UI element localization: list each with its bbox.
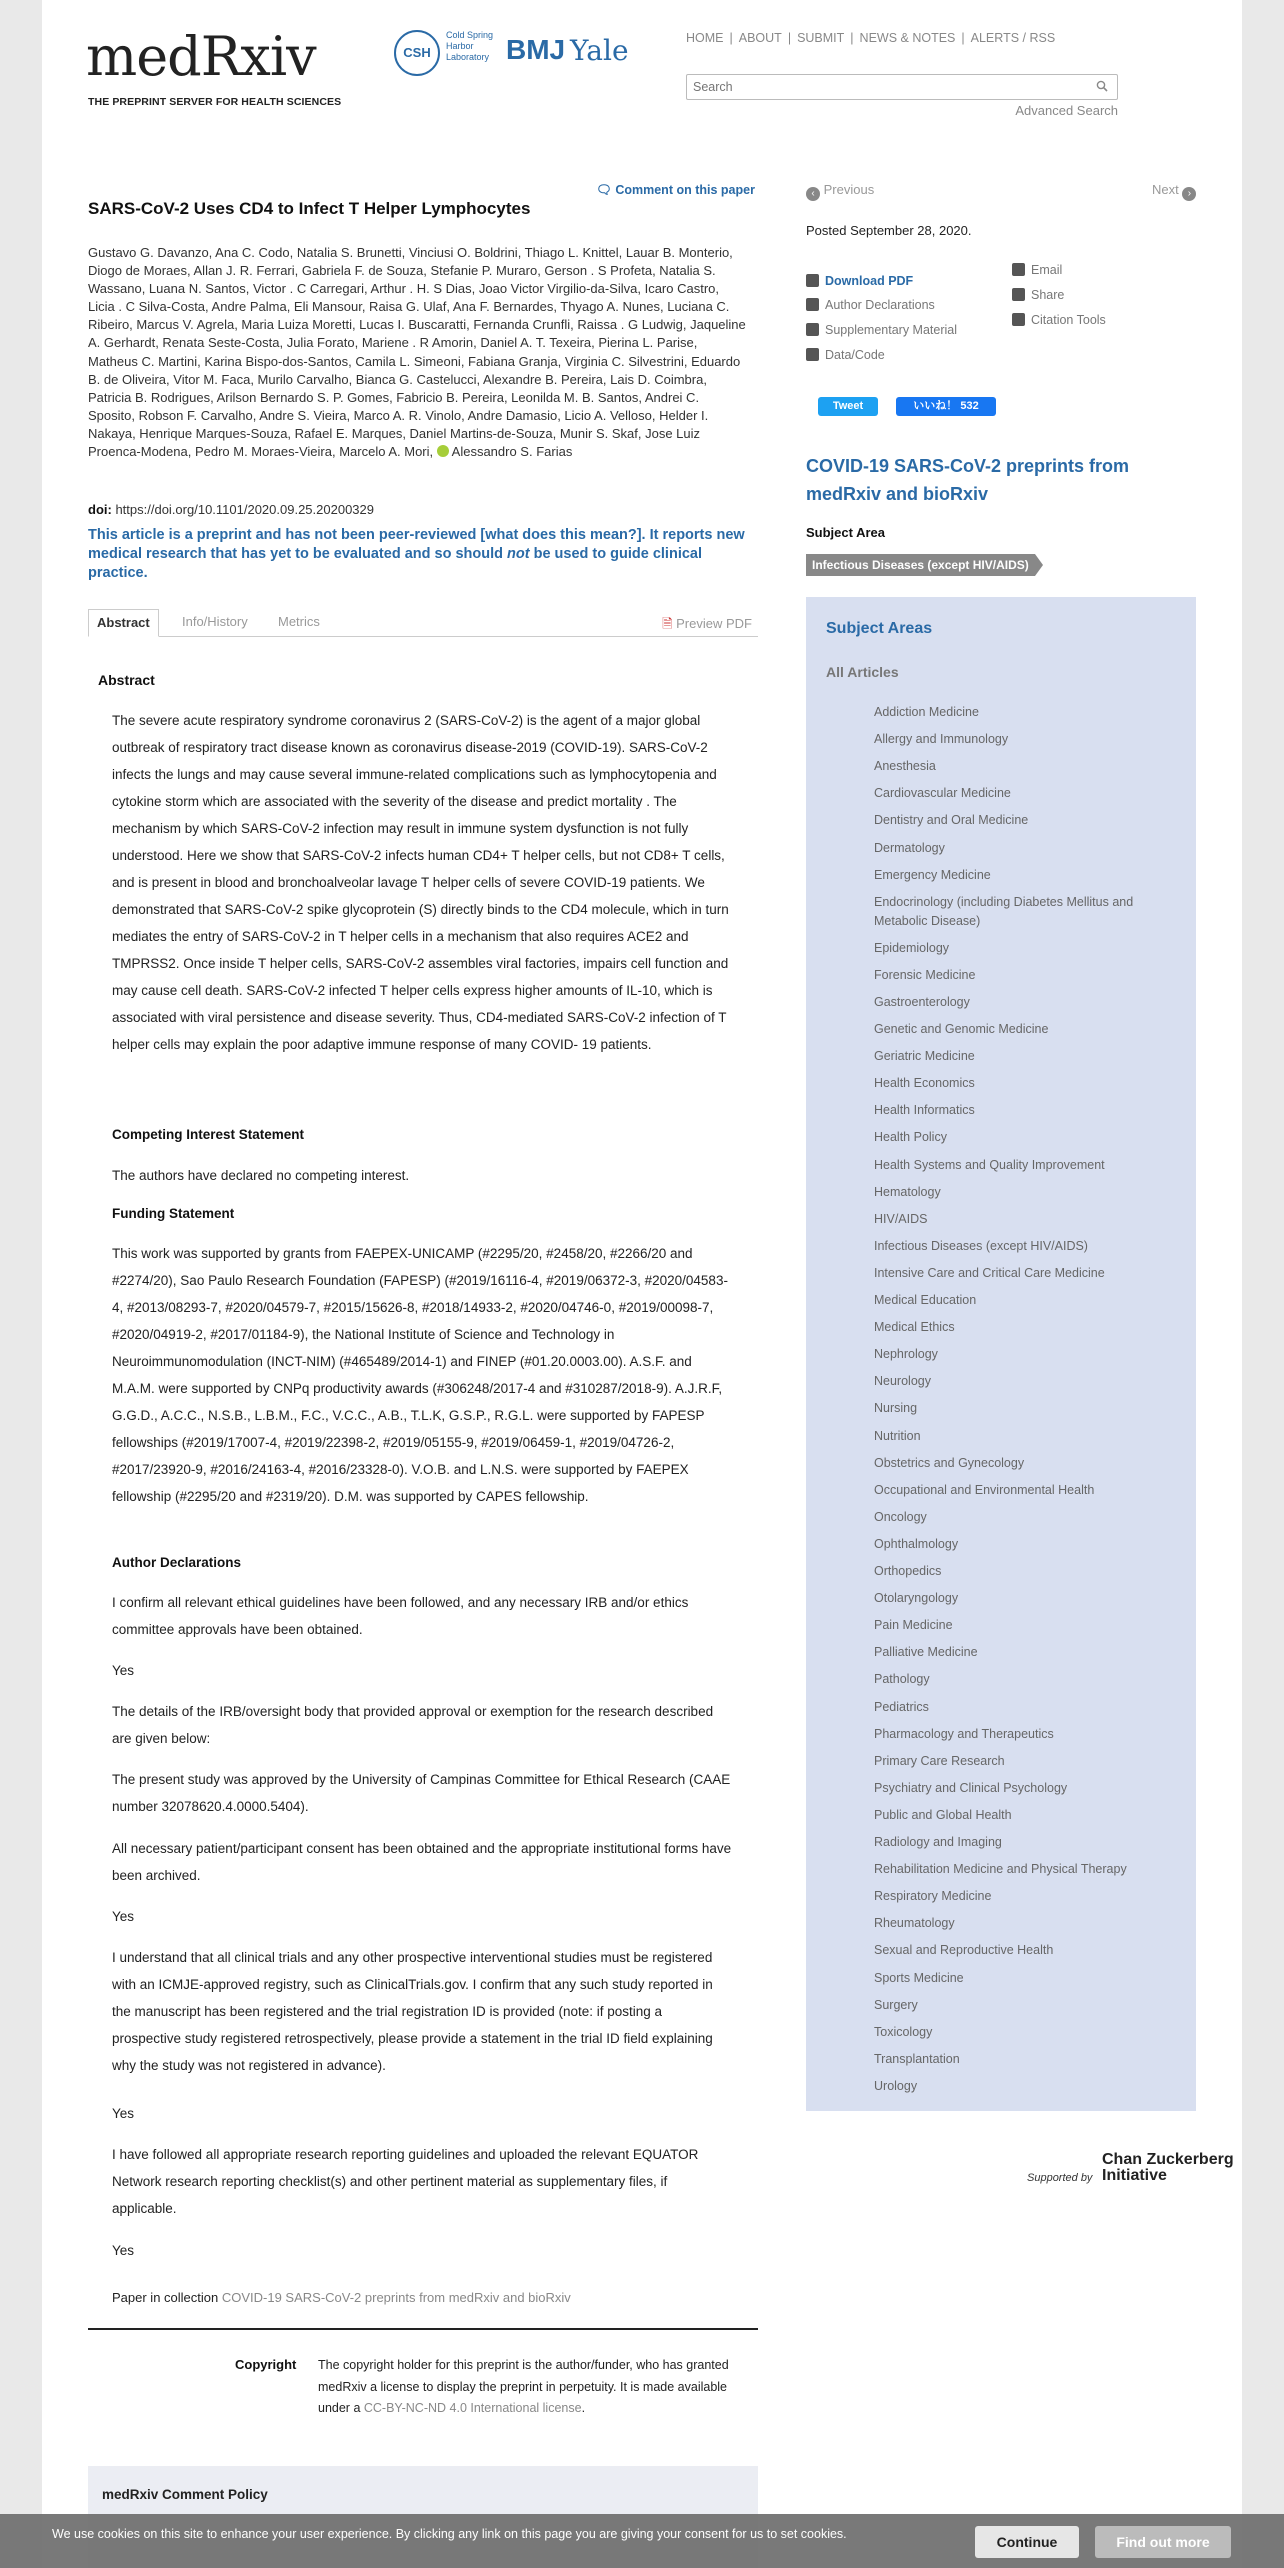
subject-category[interactable]: Geriatric Medicine <box>874 1049 975 1064</box>
nav-about[interactable]: ABOUT <box>738 31 782 45</box>
warning-text-2: be used to guide clinical practice. <box>88 546 702 581</box>
subject-category[interactable]: Sports Medicine <box>874 1970 964 1985</box>
subject-category[interactable]: Public and Global Health <box>874 1807 1012 1822</box>
share-icon <box>1012 288 1025 301</box>
previous-link[interactable] <box>806 182 874 201</box>
subject-category[interactable]: Medical Ethics <box>874 1320 955 1335</box>
download-pdf-link[interactable] <box>806 274 913 288</box>
subject-category[interactable]: Pathology <box>874 1672 930 1687</box>
subject-category[interactable]: Pain Medicine <box>874 1618 953 1633</box>
last-author: Alessandro S. Farias <box>451 444 573 460</box>
citation-tools-label: Citation Tools <box>1031 313 1106 327</box>
subject-category[interactable]: Palliative Medicine <box>874 1645 978 1660</box>
data-code-label: Data/Code <box>825 348 885 362</box>
subject-category[interactable]: HIV/AIDS <box>874 1211 928 1226</box>
supported-by-label: Supported by <box>1027 2172 1093 2184</box>
chevron-left-icon: ‹ <box>806 187 820 201</box>
subject-category[interactable]: Occupational and Environmental Health <box>874 1482 1095 1497</box>
file-icon <box>806 348 819 361</box>
all-articles-link[interactable]: All Articles <box>826 664 899 680</box>
comment-on-paper-link[interactable] <box>596 183 755 198</box>
subject-category[interactable]: Respiratory Medicine <box>874 1889 992 1904</box>
subject-category[interactable]: Health Systems and Quality Improvement <box>874 1157 1105 1172</box>
subject-category[interactable]: Health Policy <box>874 1130 947 1145</box>
posted-date: Posted September 28, 2020. <box>806 223 972 238</box>
subject-area-label: Subject Area <box>806 525 885 540</box>
subject-category[interactable]: Surgery <box>874 1997 918 2012</box>
subject-areas-heading: Subject Areas <box>826 620 933 637</box>
authors-text: Gustavo G. Davanzo, Ana C. Codo, Natalia S. Brunetti, Vinciusi O. Boldrini, Thiago L. Knittel, Lauar B. Monterio, Diogo de Moraes, Allan J. R. Ferrari, Gabriela F. de Souza, Stefanie P. Muraro, Gerson . S Profeta, Natalia S. Wassano, Luana N. Santos, Victor . C Carregari, Arthur . H. S Dias, Joao Victor Virgilio-da-Silva, Icaro Castro, Licia . C Silva-Costa, Andre Palma, Eli Mansour, Raisa G. Ulaf, Ana F. Bernardes, Thyago A. Nunes, Luciana C. Ribeiro, Marcus V. Agrela, Maria Luiza Moretti, Lucas I. Buscaratti, Fernanda Crunfli, Raissa . G Ludwig, Jaqueline A. Gerhardt, Renata Seste-Costa, Julia Forato, Mariene . R Amorin, Daniel A. T. Texeira, Pierina L. Parise, Matheus C. Martini, Karina Bispo-dos-Santos, Camila L. Simeoni, Fabiana Granja, Virginia C. Silvestrini, Eduardo B. de Oliveira, Vitor M. Faca, Murilo Carvalho, Bianca G. Castelucci, Alexandre B. Pereira, Lais D. Coimbra, Patricia B. Rodrigues, Arilson Bernardo S. P. Gomes, Fabricio B. Pereira, Leonilda M. B. Santos, Andrei C. Sposito, Robson F. Carvalho, Andre S. Vieira, Marco A. R. Vinolo, Andre Damasio, Licio A. Velloso, Helder I. Nakaya, Henrique Marques-Souza, Rafael E. Marques, Daniel Martins-de-Souza, Munir S. Skaf, Jose Luiz Proenca-Modena, Pedro M. Moraes-Vieira, Marcelo A. Mori, <box>88 245 746 460</box>
subject-category[interactable]: Nephrology <box>874 1347 938 1362</box>
share-label: Share <box>1031 288 1065 302</box>
copyright-label: Copyright <box>235 2357 297 2372</box>
tweet-button[interactable]: Tweet <box>818 397 878 416</box>
competing-text: The authors have declared no competing interest. <box>112 1168 410 1183</box>
subject-category[interactable]: Cardiovascular Medicine <box>874 786 1011 801</box>
article-tabs <box>88 609 758 637</box>
share-link[interactable] <box>1012 288 1064 302</box>
competing-heading: Competing Interest Statement <box>112 1127 305 1142</box>
advanced-search-link[interactable]: Advanced Search <box>1015 103 1118 118</box>
next-link[interactable] <box>1152 182 1196 201</box>
doi-link[interactable]: https://doi.org/10.1101/2020.09.25.20200329 <box>115 502 374 517</box>
copyright-body: The copyright holder for this preprint is the author/funder, who has granted medRxiv a license to display the preprint in perpetuity. It is made available under a <box>318 2358 729 2415</box>
bmj-logo[interactable]: BMJ <box>506 34 566 65</box>
nav-news-notes[interactable]: NEWS & NOTES <box>859 31 956 45</box>
copyright-end: . <box>581 2401 586 2415</box>
csh-name: Cold Spring Harbor Laboratory <box>446 30 494 62</box>
subject-category[interactable]: Otolaryngology <box>874 1591 959 1606</box>
declarations-heading: Author Declarations <box>112 1555 242 1570</box>
license-link[interactable]: CC-BY-NC-ND 4.0 International license <box>363 2401 582 2415</box>
covid-collection-link[interactable]: COVID-19 SARS-CoV-2 preprints from medRxiv and bioRxiv <box>806 456 1130 504</box>
page <box>42 0 1242 2568</box>
subject-category[interactable]: Rehabilitation Medicine and Physical Therapy <box>874 1862 1127 1877</box>
subject-category[interactable]: Pediatrics <box>874 1699 929 1714</box>
subject-category[interactable]: Forensic Medicine <box>874 967 976 982</box>
czi-logo[interactable]: Chan Zuckerberg Initiative <box>1102 2151 1234 2184</box>
warning-text-1: This article is a preprint and has not been peer-reviewed [what does this mean?]. It reports new medical research that has yet to be evaluated and so should <box>88 527 745 562</box>
subject-category[interactable]: Allergy and Immunology <box>874 732 1009 747</box>
author-list <box>88 244 748 461</box>
file-icon <box>806 323 819 336</box>
subject-category[interactable]: Genetic and Genomic Medicine <box>874 1022 1049 1036</box>
continue-button[interactable]: Continue <box>975 2526 1079 2558</box>
subject-category[interactable]: Addiction Medicine <box>874 705 979 719</box>
subject-category[interactable]: Anesthesia <box>874 759 936 774</box>
declaration-5: I understand that all clinical trials and any other prospective interventional studies must be registered with an ICMJE-approved registry, such as ClinicalTrials.gov. I confirm that any such study reported in the manuscript has been registered and the trial registration ID is provided (note: if posting a prospective study registered retrospectively, please provide a statement in the trial ID field explaining why the study was not registered in advance). <box>112 1950 713 2073</box>
subject-category[interactable]: Oncology <box>874 1509 927 1524</box>
tab-abstract[interactable]: Abstract <box>88 609 159 637</box>
subject-category[interactable]: Ophthalmology <box>874 1536 959 1551</box>
subject-category[interactable]: Radiology and Imaging <box>874 1835 1002 1849</box>
article-title: SARS-CoV-2 Uses CD4 to Infect T Helper Lymphocytes <box>88 199 531 218</box>
declaration-1-answer: Yes <box>112 1663 135 1678</box>
search-input[interactable] <box>686 74 1118 100</box>
collection-link[interactable]: COVID-19 SARS-CoV-2 preprints from medRxiv and bioRxiv <box>221 2290 571 2305</box>
declaration-5-answer: Yes <box>112 2106 135 2121</box>
subject-category[interactable]: Obstetrics and Gynecology <box>874 1455 1025 1470</box>
subject-category[interactable]: Orthopedics <box>874 1564 942 1578</box>
subject-category[interactable]: Neurology <box>874 1374 931 1389</box>
paper-collection <box>112 2290 571 2305</box>
subject-category[interactable]: Endocrinology (including Diabetes Mellitus and Metabolic Disease) <box>874 894 1134 928</box>
tagline: THE PREPRINT SERVER FOR HEALTH SCIENCES <box>88 96 342 108</box>
subject-category[interactable]: Epidemiology <box>874 940 950 955</box>
subject-category[interactable]: Dermatology <box>874 840 945 855</box>
funding-text: This work was supported by grants from FAEPEX-UNICAMP (#2295/20, #2458/20, #2266/20 and #2274/20), Sao Paulo Research Foundation (FAPESP) (#2019/16116-4, #2019/06372-3, #2020/04583-4, #2013/08293-7, #2020/04579-7, #2015/15626-8, #2018/14933-2, #2020/04746-0, #2019/00098-7, #2020/04919-2, #2017/01184-9), the National Institute of Science and Technology in Neuroimmunomodulation (INCT-NIM) (#465489/2014-1) and FINEP (#01.20.0003.00). A.S.F. and M.A.M. were supported by CNPq productivity awards (#306248/2017-4 and #310287/2018-9). A.J.R.F, G.G.D., A.C.C., N.S.B., L.B.M., F.C., V.C.C., A.B., T.L.K, G.S.P., R.G.L. were supported by FAPESP fellowships (#2019/17007-4, #2019/22398-2, #2019/05155-9, #2019/06459-1, #2019/04726-2, #2017/23920-9, #2016/24163-4, #2016/23328-0). V.O.B. and L.N.S. were supported by FAEPEX fellowship (#2295/20 and #2319/20). D.M. was supported by CAPES fellowship. <box>112 1246 728 1504</box>
preview-pdf-label: Preview PDF <box>676 616 752 631</box>
subject-category[interactable]: Medical Education <box>874 1293 977 1307</box>
email-label: Email <box>1031 263 1063 277</box>
declaration-1: I confirm all relevant ethical guidelines have been followed, and any necessary IRB and/or ethics committee approvals have been obtained. <box>112 1595 689 1637</box>
author-declarations-link[interactable] <box>806 298 935 312</box>
subject-category[interactable]: Hematology <box>874 1184 941 1199</box>
collection-label: Paper in collection <box>112 2290 222 2305</box>
next-label: Next <box>1152 182 1179 197</box>
declaration-4: All necessary patient/participant consent has been obtained and the appropriate institutional forms have been archived. <box>112 1841 732 1883</box>
copyright-text <box>318 2355 748 2420</box>
preprint-warning <box>88 526 748 583</box>
nav-alerts-rss[interactable]: ALERTS / RSS <box>970 31 1056 45</box>
author-declarations-label: Author Declarations <box>825 298 935 312</box>
subject-category[interactable]: Intensive Care and Critical Care Medicine <box>874 1265 1105 1280</box>
orcid-icon[interactable] <box>437 445 449 457</box>
envelope-icon <box>1012 263 1025 276</box>
divider <box>88 2328 758 2330</box>
subject-category[interactable]: Sexual and Reproductive Health <box>874 1943 1054 1958</box>
email-link[interactable] <box>1012 263 1062 277</box>
subject-category[interactable]: Health Informatics <box>874 1103 975 1118</box>
comment-policy-heading: medRxiv Comment Policy <box>102 2487 268 2502</box>
tab-metrics[interactable]: Metrics <box>278 614 320 629</box>
subject-badge[interactable] <box>806 554 1035 576</box>
funding-heading: Funding Statement <box>112 1206 235 1221</box>
declaration-4-answer: Yes <box>112 1909 135 1924</box>
subject-category[interactable]: Gastroenterology <box>874 994 970 1009</box>
supplementary-label: Supplementary Material <box>825 323 958 337</box>
subject-category[interactable]: Nutrition <box>874 1428 921 1443</box>
warning-not: not <box>507 546 530 562</box>
chevron-right-icon: › <box>1182 187 1196 201</box>
subject-category[interactable]: Primary Care Research <box>874 1753 1005 1768</box>
comment-label: Comment on this paper <box>615 183 755 197</box>
subject-category[interactable]: Psychiatry and Clinical Psychology <box>874 1780 1068 1795</box>
nav-submit[interactable]: SUBMIT <box>797 31 845 45</box>
yale-logo[interactable]: Yale <box>570 34 629 67</box>
checkbox-icon <box>806 298 819 311</box>
download-pdf-label: Download PDF <box>825 274 914 288</box>
subject-category[interactable]: Health Economics <box>874 1076 975 1091</box>
subject-category[interactable]: Toxicology <box>874 2024 933 2039</box>
supplementary-link[interactable] <box>806 323 957 337</box>
subject-category[interactable]: Dentistry and Oral Medicine <box>874 813 1029 828</box>
like-button[interactable]: いいね！ 532 <box>896 397 996 416</box>
abstract-text: The severe acute respiratory syndrome coronavirus 2 (SARS-CoV-2) is the agent of a major global outbreak of respiratory tract disease known as coronavirus disease-2019 (COVID-19). SARS-CoV-2 infects the lungs and may cause several immune-related complications such as lymphocytopenia and cytokine storm which are associated with the severity of the disease and predict mortality . The mechanism by which SARS-CoV-2 infection may result in immune system dysfunction is not fully understood. Here we show that SARS-CoV-2 infects human CD4+ T helper cells, but not CD8+ T cells, and is present in blood and bronchoalveolar lavage T helper cells of severe COVID-19 patients. We demonstrated that SARS-CoV-2 spike glycoprotein (S) directly binds to the CD4 molecule, which in turn mediates the entry of SARS-CoV-2 in T helper cells in a mechanism that also requires ACE2 and TMPRSS2. Once inside T helper cells, SARS-CoV-2 assembles viral factories, impairs cell function and may cause cell death. SARS-CoV-2 infected T helper cells express higher amounts of IL-10, which is associated with viral persistence and disease severity. Thus, CD4-mediated SARS-CoV-2 infection of T helper cells may explain the poor adaptive immune response of many COVID- 19 patients. <box>112 713 729 1052</box>
globe-icon <box>1012 313 1025 326</box>
search-icon[interactable] <box>1096 80 1108 92</box>
declaration-6-answer: Yes <box>112 2243 135 2258</box>
download-icon <box>806 274 819 287</box>
csh-logo[interactable]: CSH <box>394 30 440 76</box>
abstract-heading: Abstract <box>98 672 155 688</box>
badge-arrow <box>1035 554 1043 576</box>
subject-category[interactable]: Urology <box>874 2078 918 2093</box>
top-nav: HOME | ABOUT | SUBMIT | NEWS & NOTES | ALERTS / RSS <box>686 31 1056 45</box>
cookie-text: We use cookies on this site to enhance your user experience. By clicking any link on this page you are giving your consent for us to set cookies. <box>52 2527 847 2541</box>
preview-pdf-link[interactable] <box>662 615 752 637</box>
tab-info-history[interactable]: Info/History <box>182 614 248 629</box>
data-code-link[interactable] <box>806 348 885 362</box>
subject-badge-label: Infectious Diseases (except HIV/AIDS) <box>812 558 1029 572</box>
medrxiv-logo[interactable]: medRxiv <box>86 25 316 88</box>
nav-home[interactable]: HOME <box>686 31 724 45</box>
subject-category[interactable]: Infectious Diseases (except HIV/AIDS) <box>874 1238 1088 1253</box>
doi <box>88 502 374 517</box>
declaration-3: The present study was approved by the University of Campinas Committee for Ethical Research (CAAE number 32078620.4.0000.5404). <box>112 1772 731 1814</box>
declaration-2: The details of the IRB/oversight body that provided approval or exemption for the research described are given below: <box>112 1704 714 1746</box>
subject-category[interactable]: Transplantation <box>874 2051 960 2066</box>
find-out-more-button[interactable]: Find out more <box>1095 2526 1231 2558</box>
doi-label: doi: <box>88 502 112 517</box>
previous-label: Previous <box>823 182 875 197</box>
pdf-icon: 🗎 <box>662 616 673 631</box>
subject-category[interactable]: Nursing <box>874 1401 918 1416</box>
declaration-6: I have followed all appropriate research reporting guidelines and uploaded the relevant EQUATOR Network research reporting checklist(s) and other pertinent material as supplementary files, if applicable. <box>112 2147 699 2216</box>
subject-category[interactable]: Emergency Medicine <box>874 867 991 882</box>
subject-category[interactable]: Pharmacology and Therapeutics <box>874 1726 1054 1741</box>
comment-icon: 🗨 <box>596 183 616 197</box>
subject-category[interactable]: Rheumatology <box>874 1916 955 1931</box>
citation-tools-link[interactable] <box>1012 313 1106 327</box>
